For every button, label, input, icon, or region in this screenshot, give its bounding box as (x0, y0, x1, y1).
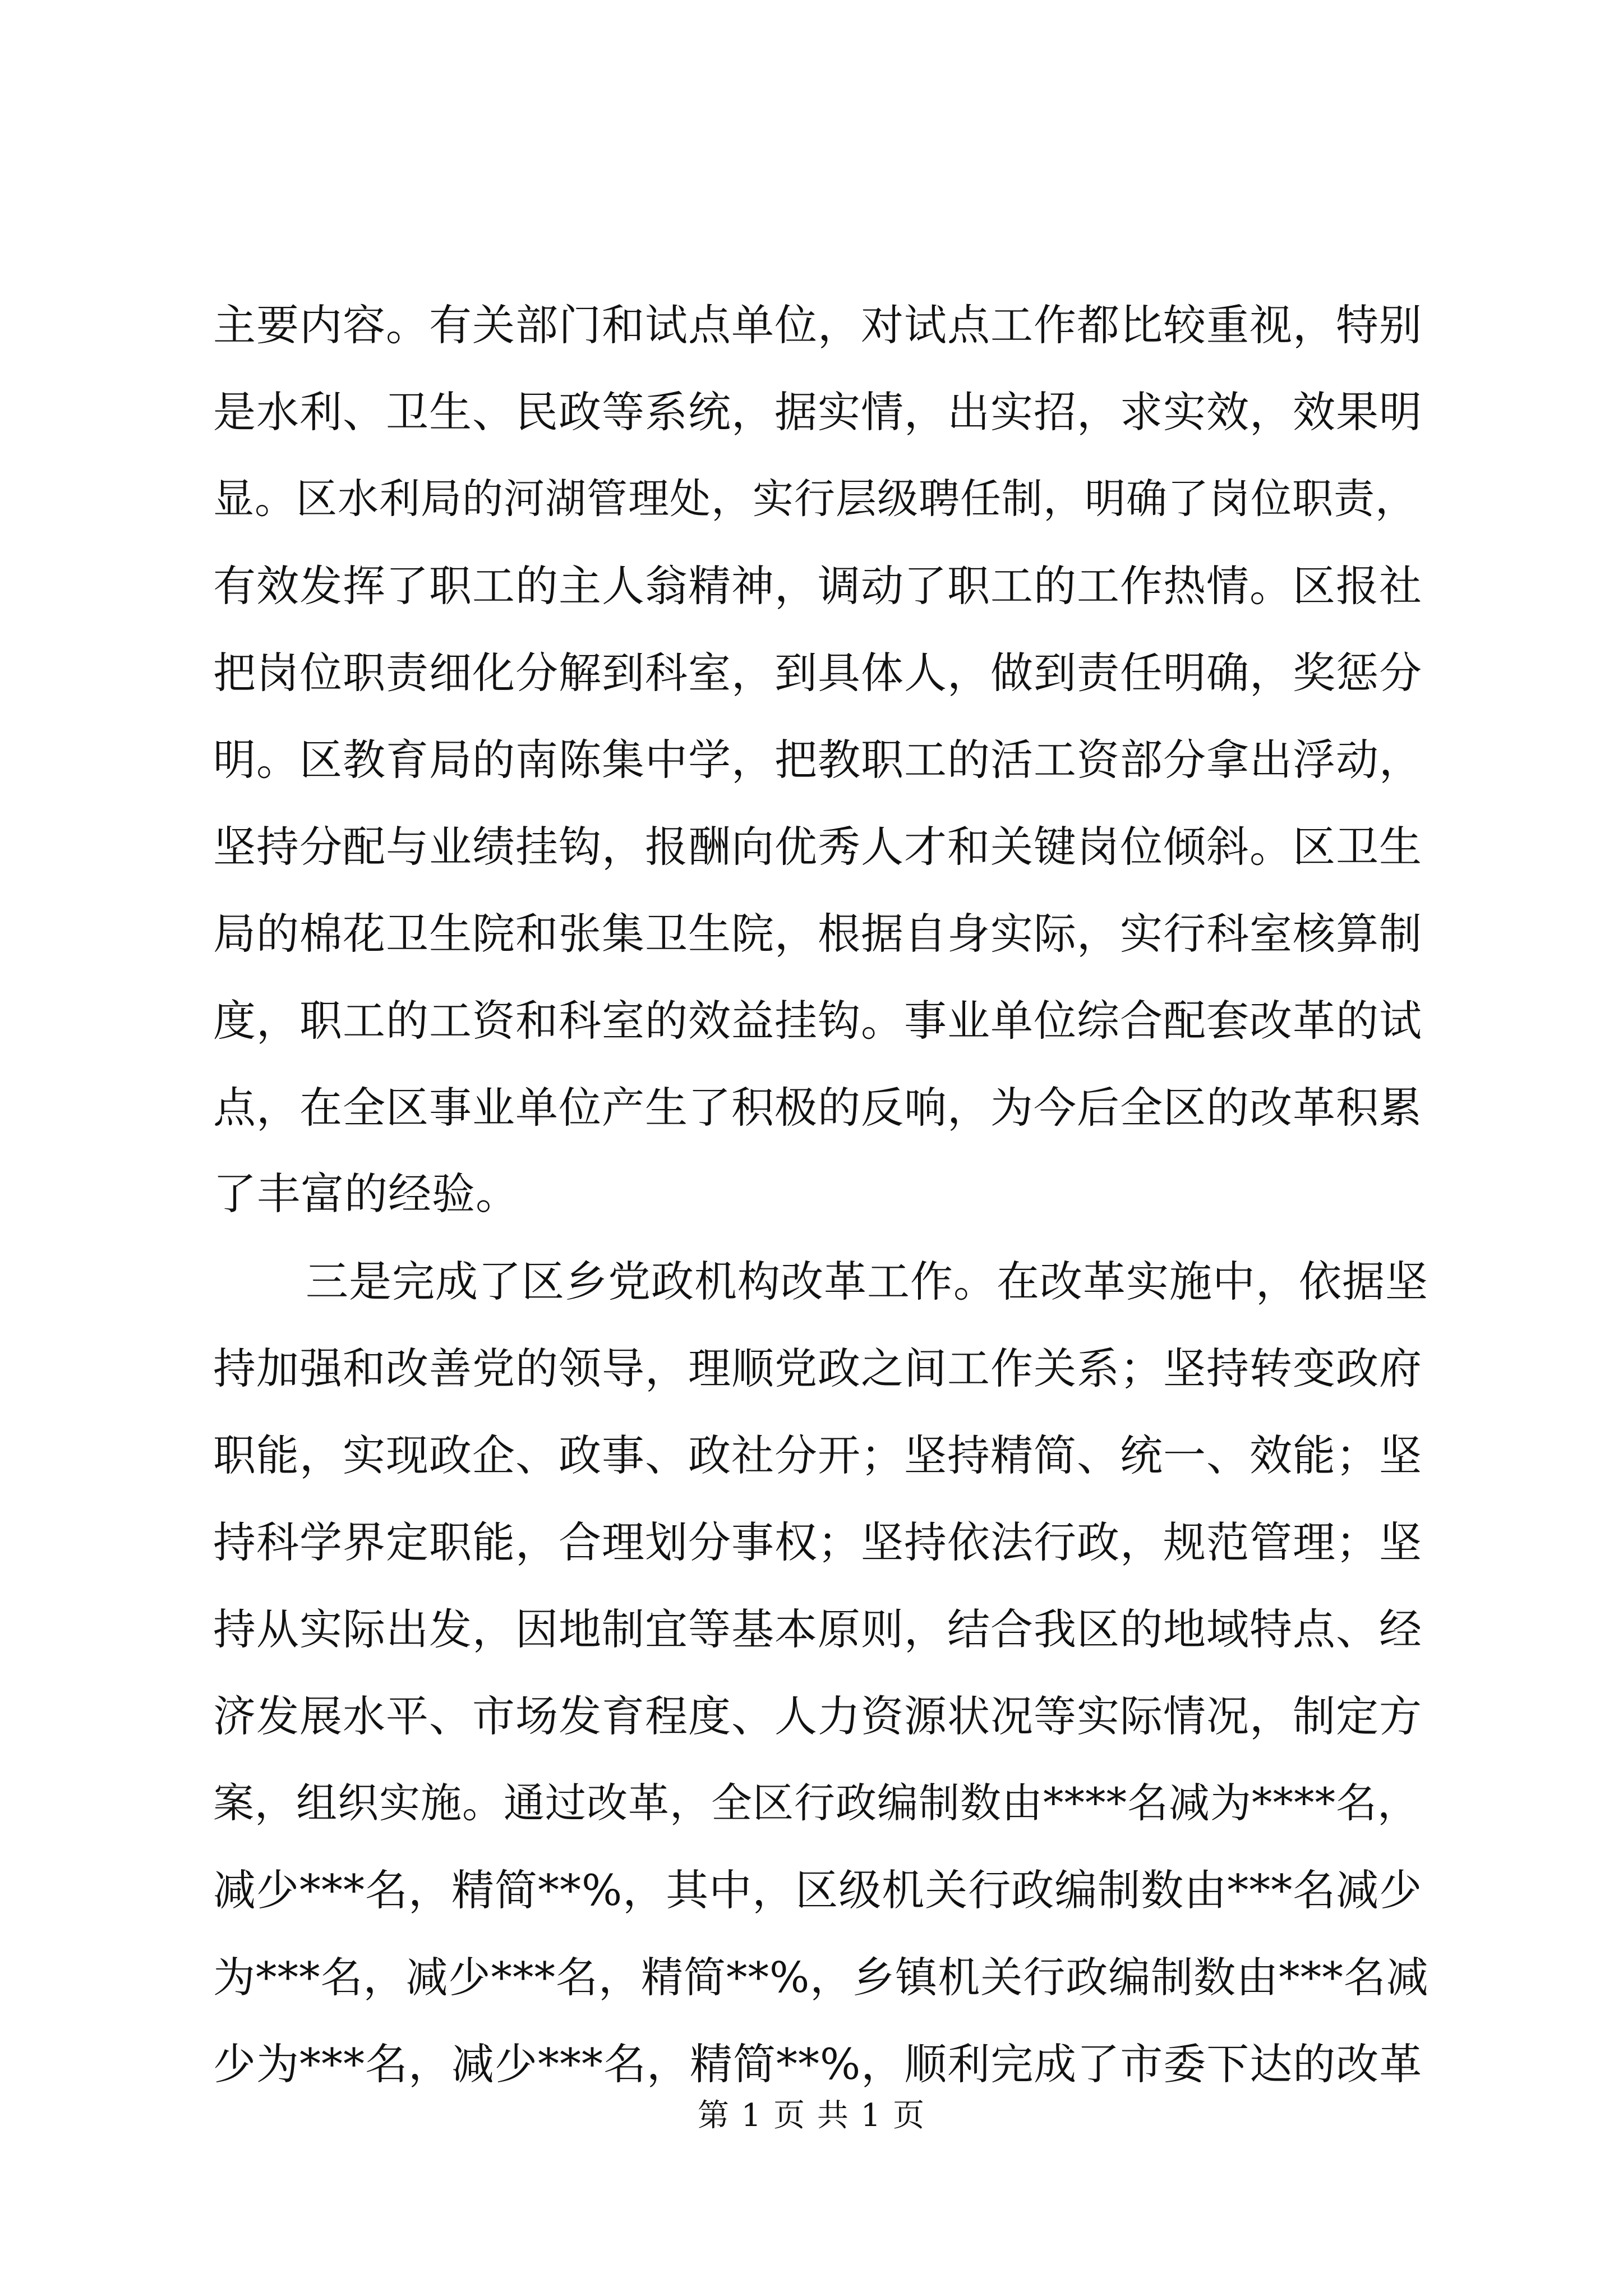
text-line: 了丰富的经验。 (213, 1170, 519, 1220)
text-line: 是水利、卫生、民政等系统，据实情，出实招，求实效，效果明 (213, 387, 1422, 437)
text-line: 点，在全区事业单位产生了积极的反响，为今后全区的改革积累 (213, 1083, 1422, 1133)
text-line: 职能，实现政企、政事、政社分开；坚持精简、统一、效能；坚 (213, 1430, 1422, 1480)
text-line: 济发展水平、市场发育程度、人力资源状况等实际情况，制定方 (213, 1691, 1422, 1741)
text-line: 明。区教育局的南陈集中学，把教职工的活工资部分拿出浮动， (213, 735, 1422, 785)
text-line: 把岗位职责细化分解到科室，到具体人，做到责任明确，奖惩分 (213, 648, 1422, 698)
text-line: 坚持分配与业绩挂钩，报酬向优秀人才和关键岗位倾斜。区卫生 (213, 822, 1422, 872)
text-line: 减少***名，精简**%，其中，区级机关行政编制数由***名减少 (213, 1865, 1423, 1915)
text-line: 主要内容。有关部门和试点单位，对试点工作都比较重视，特别 (213, 300, 1422, 350)
text-line: 为***名，减少***名，精简**%，乡镇机关行政编制数由***名减 (213, 1953, 1429, 2002)
text-line: 案，组织实施。通过改革，全区行政编制数由****名减为****名， (213, 1779, 1419, 1827)
text-line: 持科学界定职能，合理划分事权；坚持依法行政，规范管理；坚 (213, 1517, 1422, 1567)
text-line: 度，职工的工资和科室的效益挂钩。事业单位综合配套改革的试 (213, 996, 1422, 1046)
text-line: 显。区水利局的河湖管理处，实行层级聘任制，明确了岗位职责， (213, 475, 1417, 523)
page-number-footer: 第 1 页 共 1 页 (697, 2097, 926, 2134)
paragraph-first-line: 三是完成了区乡党政机构改革工作。在改革实施中，依据坚 (306, 1257, 1428, 1306)
text-line: 持从实际出发，因地制宜等基本原则，结合我区的地域特点、经 (213, 1604, 1422, 1654)
text-line: 局的棉花卫生院和张集卫生院，根据自身实际，实行科室核算制 (213, 909, 1422, 959)
text-line: 少为***名，减少***名，精简**%，顺利完成了市委下达的改革 (213, 2039, 1423, 2089)
text-line: 持加强和改善党的领导，理顺党政之间工作关系；坚持转变政府 (213, 1343, 1422, 1393)
text-line: 有效发挥了职工的主人翁精神，调动了职工的工作热情。区报社 (213, 561, 1422, 611)
